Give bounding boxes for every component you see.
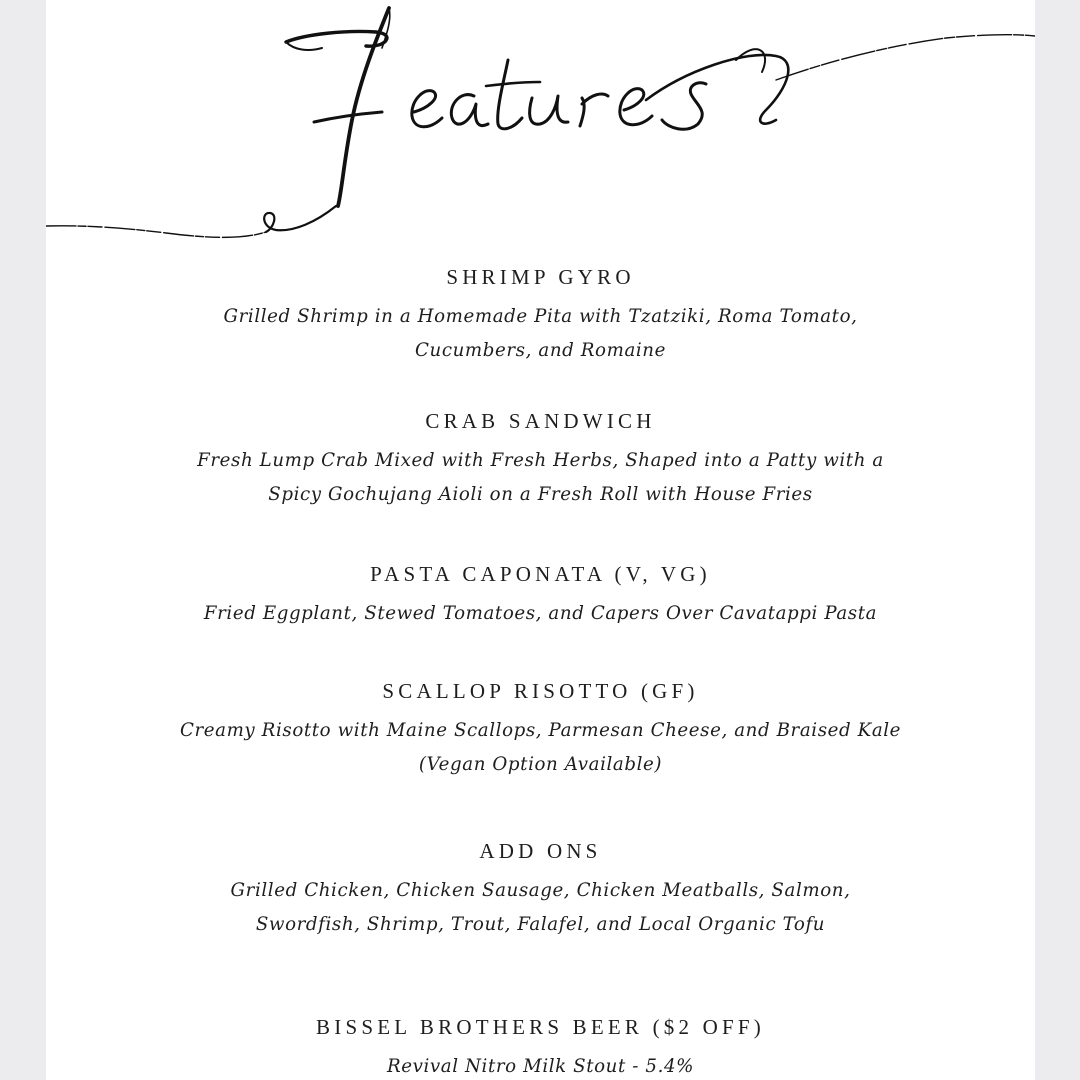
item-description (161, 444, 921, 512)
item-description (161, 300, 921, 368)
script-lettering-art (46, 0, 1035, 250)
description-line: Fried Eggplant, Stewed Tomatoes, and Capers Over Cavatappi Pasta (203, 603, 878, 624)
menu-item-pasta-caponata (46, 561, 1035, 631)
menu-item-shrimp-gyro (46, 264, 1035, 368)
item-heading: ADD ONS (479, 839, 602, 863)
item-heading: PASTA CAPONATA (V, VG) (370, 562, 711, 586)
menu-item-add-ons (46, 838, 1035, 942)
description-line: (Vegan Option Available) (418, 754, 663, 775)
description-line: Creamy Risotto with Maine Scallops, Parmesan Cheese, and Braised Kale (179, 720, 902, 741)
item-heading: CRAB SANDWICH (425, 409, 656, 433)
item-heading: SHRIMP GYRO (446, 265, 635, 289)
description-line: Fresh Lump Crab Mixed with Fresh Herbs, Shaped into a Patty with a (197, 450, 884, 471)
item-description (161, 1050, 921, 1080)
features-title (46, 0, 1035, 250)
description-line: Spicy Gochujang Aioli on a Fresh Roll with House Fries (268, 484, 813, 505)
item-description (161, 874, 921, 942)
item-description (161, 714, 921, 782)
menu-item-bissel-brothers-beer (46, 1014, 1035, 1080)
description-line: Swordfish, Shrimp, Trout, Falafel, and Local Organic Tofu (255, 914, 826, 935)
item-heading: BISSEL BROTHERS BEER ($2 OFF) (316, 1015, 765, 1039)
item-description (161, 597, 921, 631)
menu-item-crab-sandwich (46, 408, 1035, 512)
description-line: Revival Nitro Milk Stout - 5.4% (386, 1056, 695, 1077)
item-heading: SCALLOP RISOTTO (GF) (382, 679, 699, 703)
menu-item-scallop-risotto (46, 678, 1035, 782)
menu-page (46, 0, 1035, 1080)
description-line: Grilled Shrimp in a Homemade Pita with Tzatziki, Roma Tomato, (223, 306, 858, 327)
description-line: Grilled Chicken, Chicken Sausage, Chicken Meatballs, Salmon, (230, 880, 851, 901)
description-line: Cucumbers, and Romaine (415, 340, 666, 361)
